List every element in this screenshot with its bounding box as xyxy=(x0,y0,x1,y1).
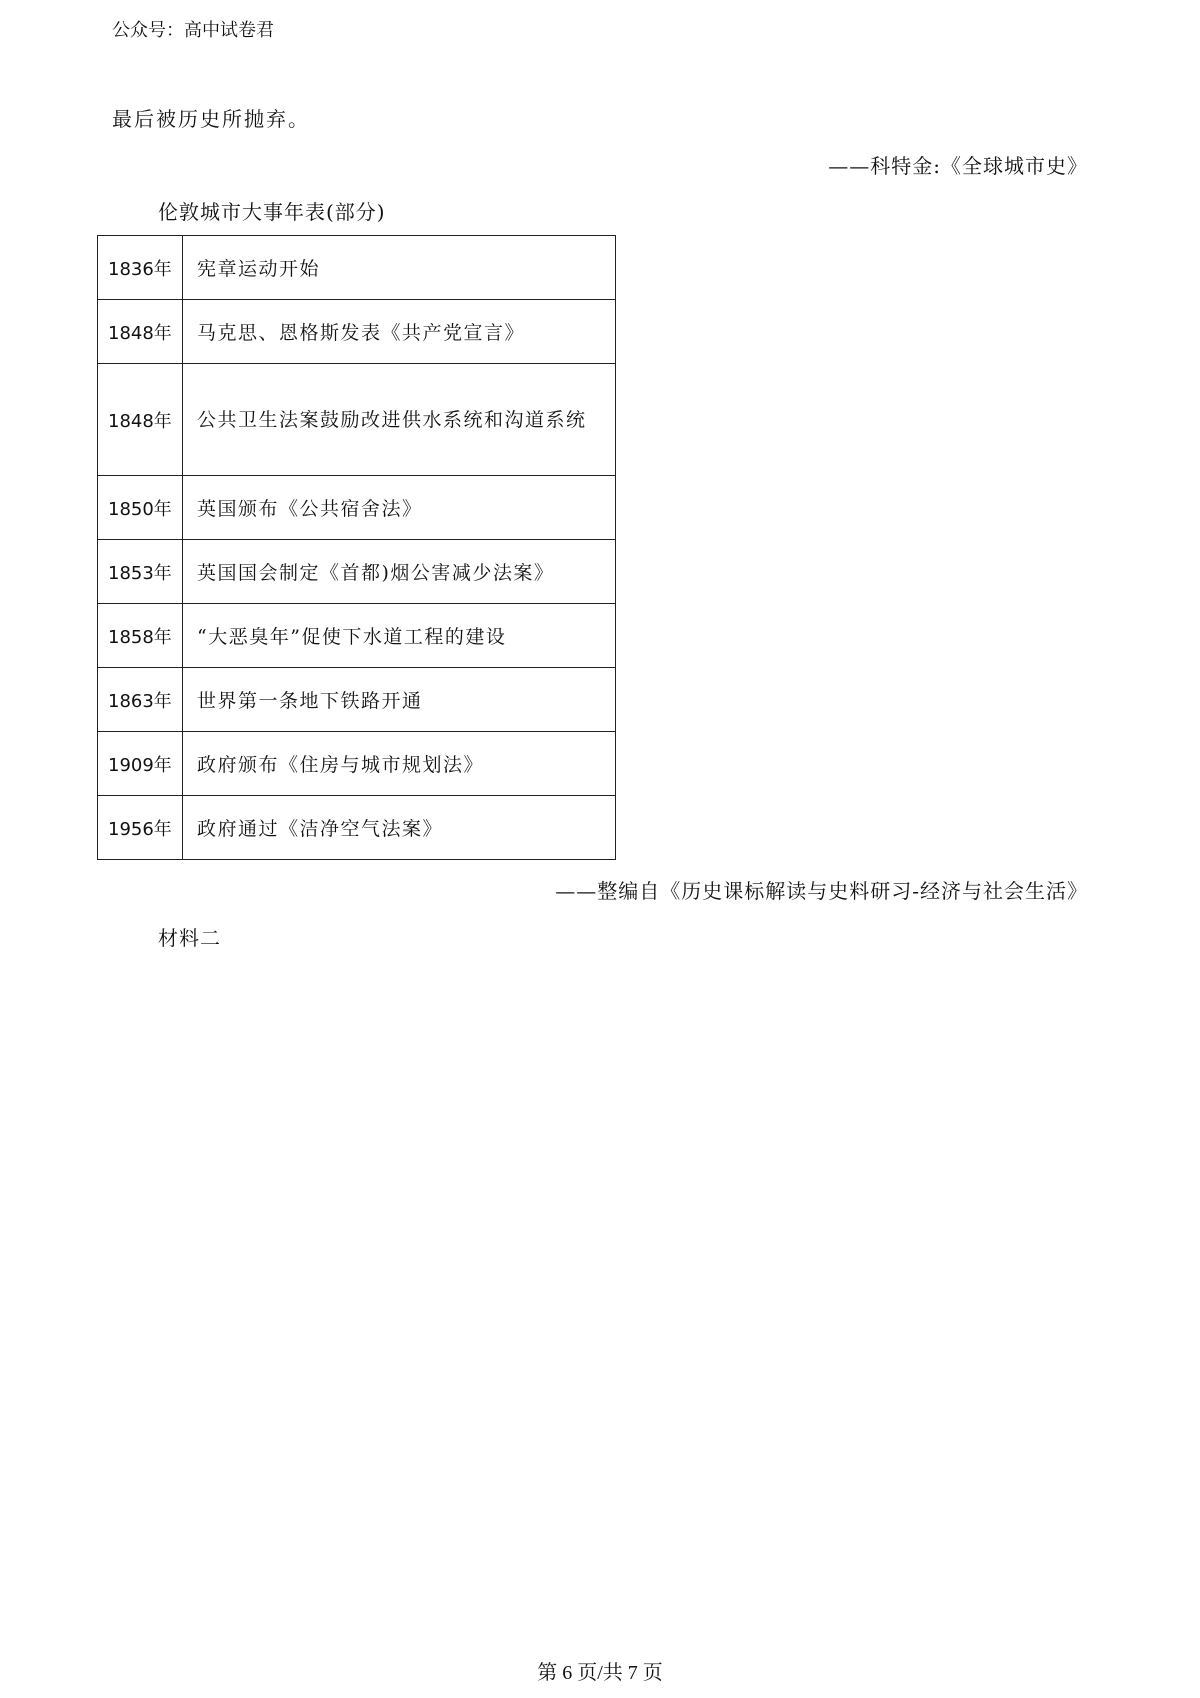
event-cell: 马克思、恩格斯发表《共产党宣言》 xyxy=(183,300,616,364)
timeline-table xyxy=(97,235,616,860)
event-cell: 公共卫生法案鼓励改进供水系统和沟道系统 xyxy=(183,364,616,476)
table-row xyxy=(98,300,616,364)
table-row xyxy=(98,796,616,860)
event-cell: “大恶臭年”促使下水道工程的建设 xyxy=(183,604,616,668)
year-cell: 1853年 xyxy=(98,540,183,604)
table-row xyxy=(98,668,616,732)
table-title: 伦敦城市大事年表(部分) xyxy=(158,200,386,224)
table-citation: ——整编自《历史课标解读与史料研习-经济与社会生活》 xyxy=(555,879,1088,903)
table-row xyxy=(98,732,616,796)
table-row xyxy=(98,540,616,604)
year-cell: 1909年 xyxy=(98,732,183,796)
page-footer: 第 6 页/共 7 页 xyxy=(537,1662,663,1684)
year-cell: 1858年 xyxy=(98,604,183,668)
event-cell: 英国颁布《公共宿舍法》 xyxy=(183,476,616,540)
event-cell: 宪章运动开始 xyxy=(183,236,616,300)
event-cell: 政府颁布《住房与城市规划法》 xyxy=(183,732,616,796)
event-cell: 英国国会制定《首都)烟公害减少法案》 xyxy=(183,540,616,604)
year-cell: 1848年 xyxy=(98,300,183,364)
year-cell: 1848年 xyxy=(98,364,183,476)
year-cell: 1836年 xyxy=(98,236,183,300)
passage-citation: ——科特金:《全球城市史》 xyxy=(828,154,1088,178)
table-row xyxy=(98,236,616,300)
passage-tail-line: 最后被历史所抛弃。 xyxy=(112,107,310,131)
year-cell: 1863年 xyxy=(98,668,183,732)
year-cell: 1850年 xyxy=(98,476,183,540)
material-two-label: 材料二 xyxy=(158,926,221,950)
year-cell: 1956年 xyxy=(98,796,183,860)
event-cell: 世界第一条地下铁路开通 xyxy=(183,668,616,732)
table-row xyxy=(98,476,616,540)
table-row xyxy=(98,604,616,668)
table-row xyxy=(98,364,616,476)
event-cell: 政府通过《洁净空气法案》 xyxy=(183,796,616,860)
page-header: 公众号：高中试卷君 xyxy=(112,20,274,41)
